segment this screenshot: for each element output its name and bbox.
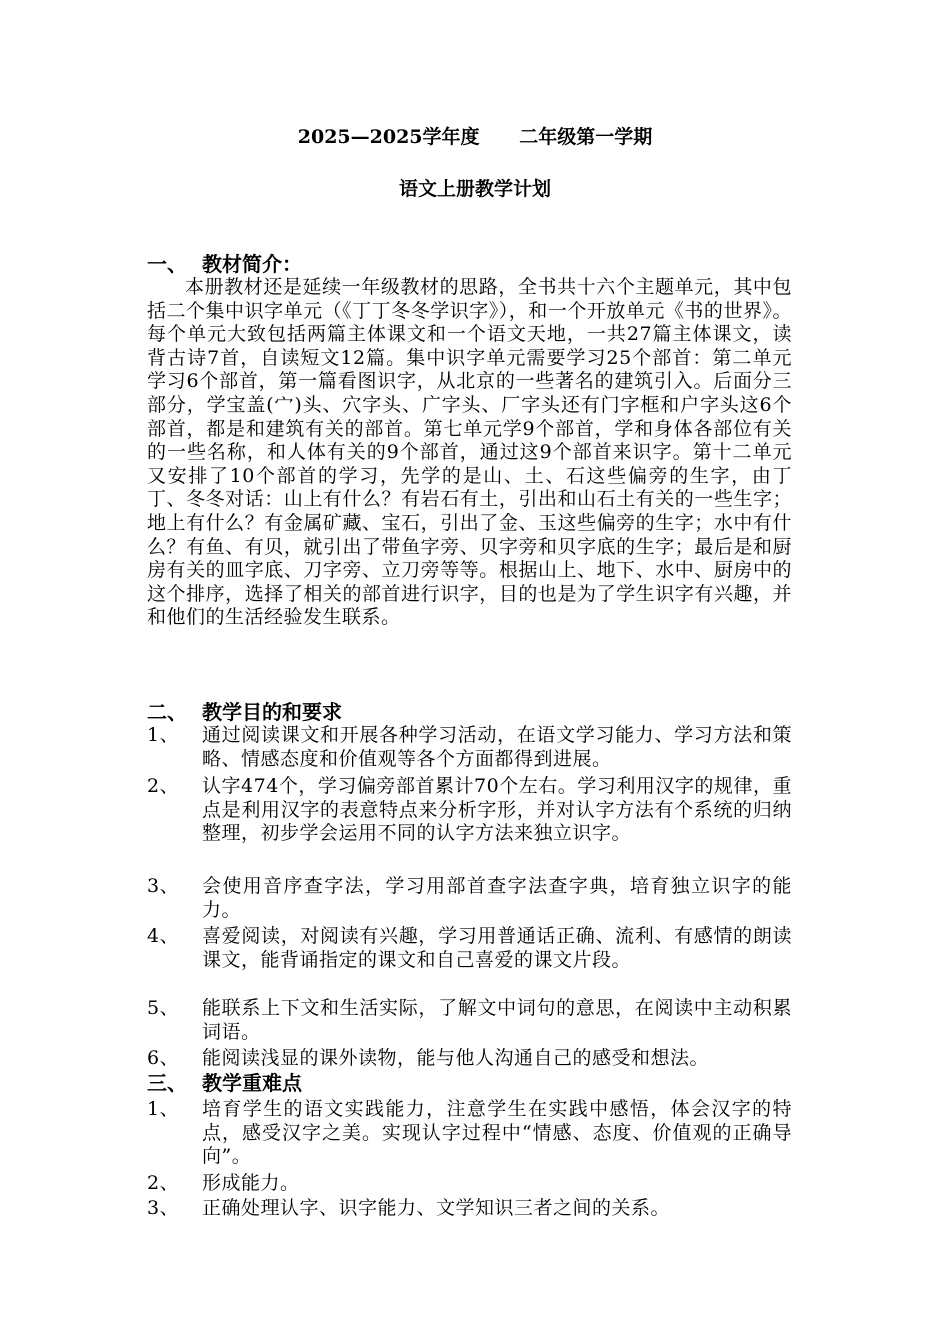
section-1-title: 教材简介： [202, 252, 302, 276]
list-item-number: 6、 [147, 1047, 180, 1069]
list-item [147, 724, 792, 771]
list-item-number: 4、 [147, 925, 180, 947]
list-item [147, 1197, 792, 1221]
section-1-number: 一、 [147, 252, 187, 276]
list-item [147, 925, 792, 972]
list-item-text: 正确处理认字、识字能力、文学知识三者之间的关系。 [202, 1197, 671, 1219]
list-item [147, 1047, 792, 1071]
list-item-text: 认字474个，学习偏旁部首累计70个左右。学习利用汉字的规律，重点是利用汉字的表意特点来分析字形，并对认字方法有个系统的归纳整理，初步学会运用不同的认字方法来独立识字。 [202, 775, 792, 845]
section-3-heading [147, 1071, 302, 1095]
section-1-heading [147, 252, 302, 276]
list-item-number: 3、 [147, 1197, 180, 1219]
list-item-number: 5、 [147, 997, 180, 1019]
list-item [147, 875, 792, 922]
section-3-title: 教学重难点 [202, 1071, 302, 1095]
list-item-number: 1、 [147, 1098, 180, 1120]
list-item-text: 能联系上下文和生活实际，了解文中词句的意思，在阅读中主动积累词语。 [202, 997, 792, 1043]
section-1-body: 本册教材还是延续一年级教材的思路，全书共十六个主题单元，其中包括二个集中识字单元（《丁丁冬冬学识字》），和一个开放单元《书的世界》。每个单元大致包括两篇主体课文和一个语文天地，一共27篇主体课文，读背古诗7首，自读短文12篇。集中识字单元需要学习25个部首：第二单元学习6个部首，第一篇看图识字，从北京的一些著名的建筑引入。后面分三部分，学宝盖(宀)头、穴字头、广字头、厂字头还有门字框和户字头这6个部首，都是和建筑有关的部首。第七单元学9个部首，学和身体各部位有关的一些名称，和人体有关的9个部首，通过这9个部首来识字。第十二单元又安排了10个部首的学习，先学的是山、土、石这些偏旁的生字，由丁丁、冬冬对话：山上有什么？有岩石有土，引出和山石土有关的一些生字；地上有什么？有金属矿藏、宝石，引出了金、玉这些偏旁的生字；水中有什么？有鱼、有贝，就引出了带鱼字旁、贝字旁和贝字底的生字；最后是和厨房有关的皿字底、刀字旁、立刀旁等等。根据山上、地下、水中、厨房中的这个排序，选择了相关的部首进行识字，目的也是为了学生识字有兴趣，并和他们的生活经验发生联系。 [147, 276, 792, 629]
list-item [147, 1098, 792, 1169]
section-3-number: 三、 [147, 1071, 187, 1095]
list-item [147, 1172, 792, 1196]
section-2-heading [147, 700, 342, 724]
list-item [147, 775, 792, 846]
list-item-number: 3、 [147, 875, 180, 897]
list-item-text: 培育学生的语文实践能力，注意学生在实践中感悟，体会汉字的特点，感受汉字之美。实现认字过程中“情感、态度、价值观的正确导向”。 [202, 1098, 792, 1168]
list-item-text: 喜爱阅读，对阅读有兴趣，学习用普通话正确、流利、有感情的朗读课文，能背诵指定的课文和自己喜爱的课文片段。 [202, 925, 792, 971]
document-subtitle: 语文上册教学计划 [398, 178, 551, 200]
list-item-text: 通过阅读课文和开展各种学习活动，在语文学习能力、学习方法和策略、情感态度和价值观等各个方面都得到进展。 [202, 724, 792, 770]
section-2-title: 教学目的和要求 [202, 700, 342, 724]
list-item-number: 1、 [147, 724, 180, 746]
list-item-text: 形成能力。 [202, 1172, 300, 1194]
list-item [147, 997, 792, 1044]
list-item-number: 2、 [147, 775, 180, 797]
list-item-text: 能阅读浅显的课外读物，能与他人沟通自己的感受和想法。 [202, 1047, 710, 1069]
list-item-text: 会使用音序查字法，学习用部首查字法查字典，培育独立识字的能力。 [202, 875, 792, 921]
section-2-number: 二、 [147, 700, 187, 724]
document-title: 2025—2025学年度 二年级第一学期 [297, 126, 653, 148]
list-item-number: 2、 [147, 1172, 180, 1194]
